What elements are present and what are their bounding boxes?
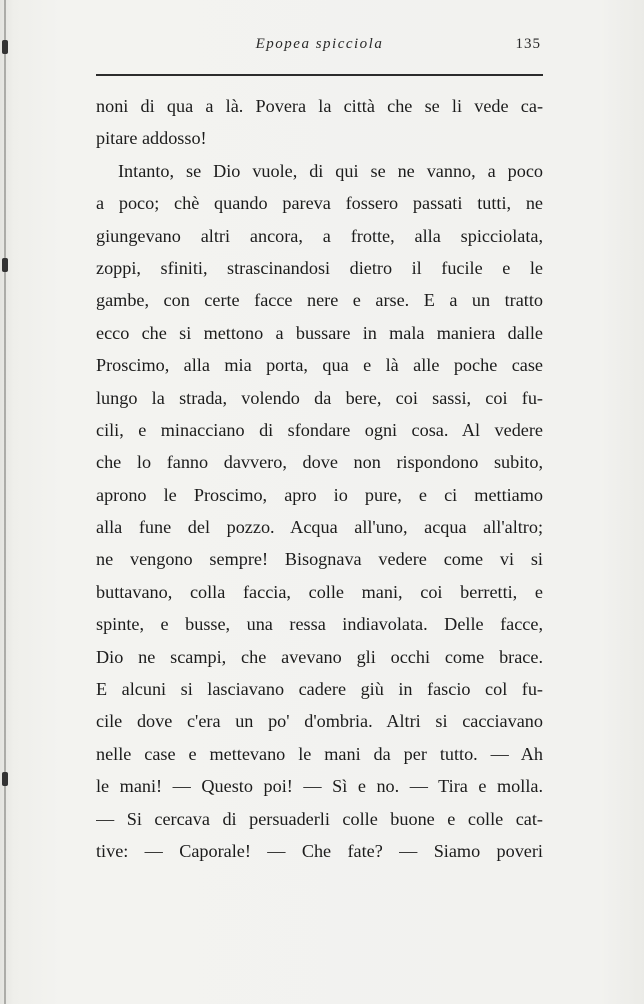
text-line: Intanto, se Dio vuole, di qui se ne vanno, a poco xyxy=(118,160,543,181)
text-line: cile dove c'era un po' d'ombria. Altri si cacciavano xyxy=(96,711,543,732)
text-line: noni di qua a là. Povera la città che se li vede ca- xyxy=(96,96,543,116)
text-line: lungo la strada, volendo da bere, coi sassi, coi fu- xyxy=(96,387,543,408)
running-head xyxy=(96,36,543,60)
body-text xyxy=(96,90,543,867)
text-line: ne vengono sempre! Bisognava vedere come vi si xyxy=(96,549,543,570)
text-line: gambe, con certe facce nere e arse. E a un tratto xyxy=(96,290,543,311)
running-title: Epopea spicciola xyxy=(255,36,384,52)
binding-mark xyxy=(2,40,8,54)
text-line: le mani! — Questo poi! — Sì e no. — Tira e molla. xyxy=(96,776,543,797)
text-line: che lo fanno davvero, dove non rispondono subito, xyxy=(96,452,543,473)
text-line: nelle case e mettevano le mani da per tutto. — Ah xyxy=(96,743,543,764)
text-line: — Si cercava di persuaderli colle buone e colle cat- xyxy=(96,808,543,829)
binding-mark xyxy=(2,772,8,786)
text-line: Proscimo, alla mia porta, qua e là alle poche case xyxy=(96,355,543,376)
binding-mark xyxy=(2,258,8,272)
text-line: buttavano, colla faccia, colle mani, coi berretti, e xyxy=(96,581,543,602)
text-line: aprono le Proscimo, apro io pure, e ci mettiamo xyxy=(96,484,543,505)
header-rule xyxy=(96,74,543,76)
text-line: a poco; chè quando pareva fossero passati tutti, ne xyxy=(96,193,543,214)
text-line: spinte, e busse, una ressa indiavolata. Delle facce, xyxy=(96,614,543,635)
text-line: tive: — Caporale! — Che fate? — Siamo poveri xyxy=(96,840,543,861)
page-spine-edge xyxy=(4,0,6,1004)
page-number: 135 xyxy=(515,36,541,52)
text-line: ecco che si mettono a bussare in mala maniera dalle xyxy=(96,322,543,343)
text-line: pitare addosso! xyxy=(96,128,207,149)
text-line: Dio ne scampi, che avevano gli occhi come brace. xyxy=(96,646,543,667)
text-line: alla fune del pozzo. Acqua all'uno, acqua all'altro; xyxy=(96,517,543,538)
text-line: giungevano altri ancora, a frotte, alla spicciolata, xyxy=(96,225,543,246)
text-line: zoppi, sfiniti, strascinandosi dietro il fucile e le xyxy=(96,257,543,278)
text-line: cili, e minacciano di sfondare ogni cosa. Al vedere xyxy=(96,419,543,440)
text-line: E alcuni si lasciavano cadere giù in fascio col fu- xyxy=(96,679,543,700)
